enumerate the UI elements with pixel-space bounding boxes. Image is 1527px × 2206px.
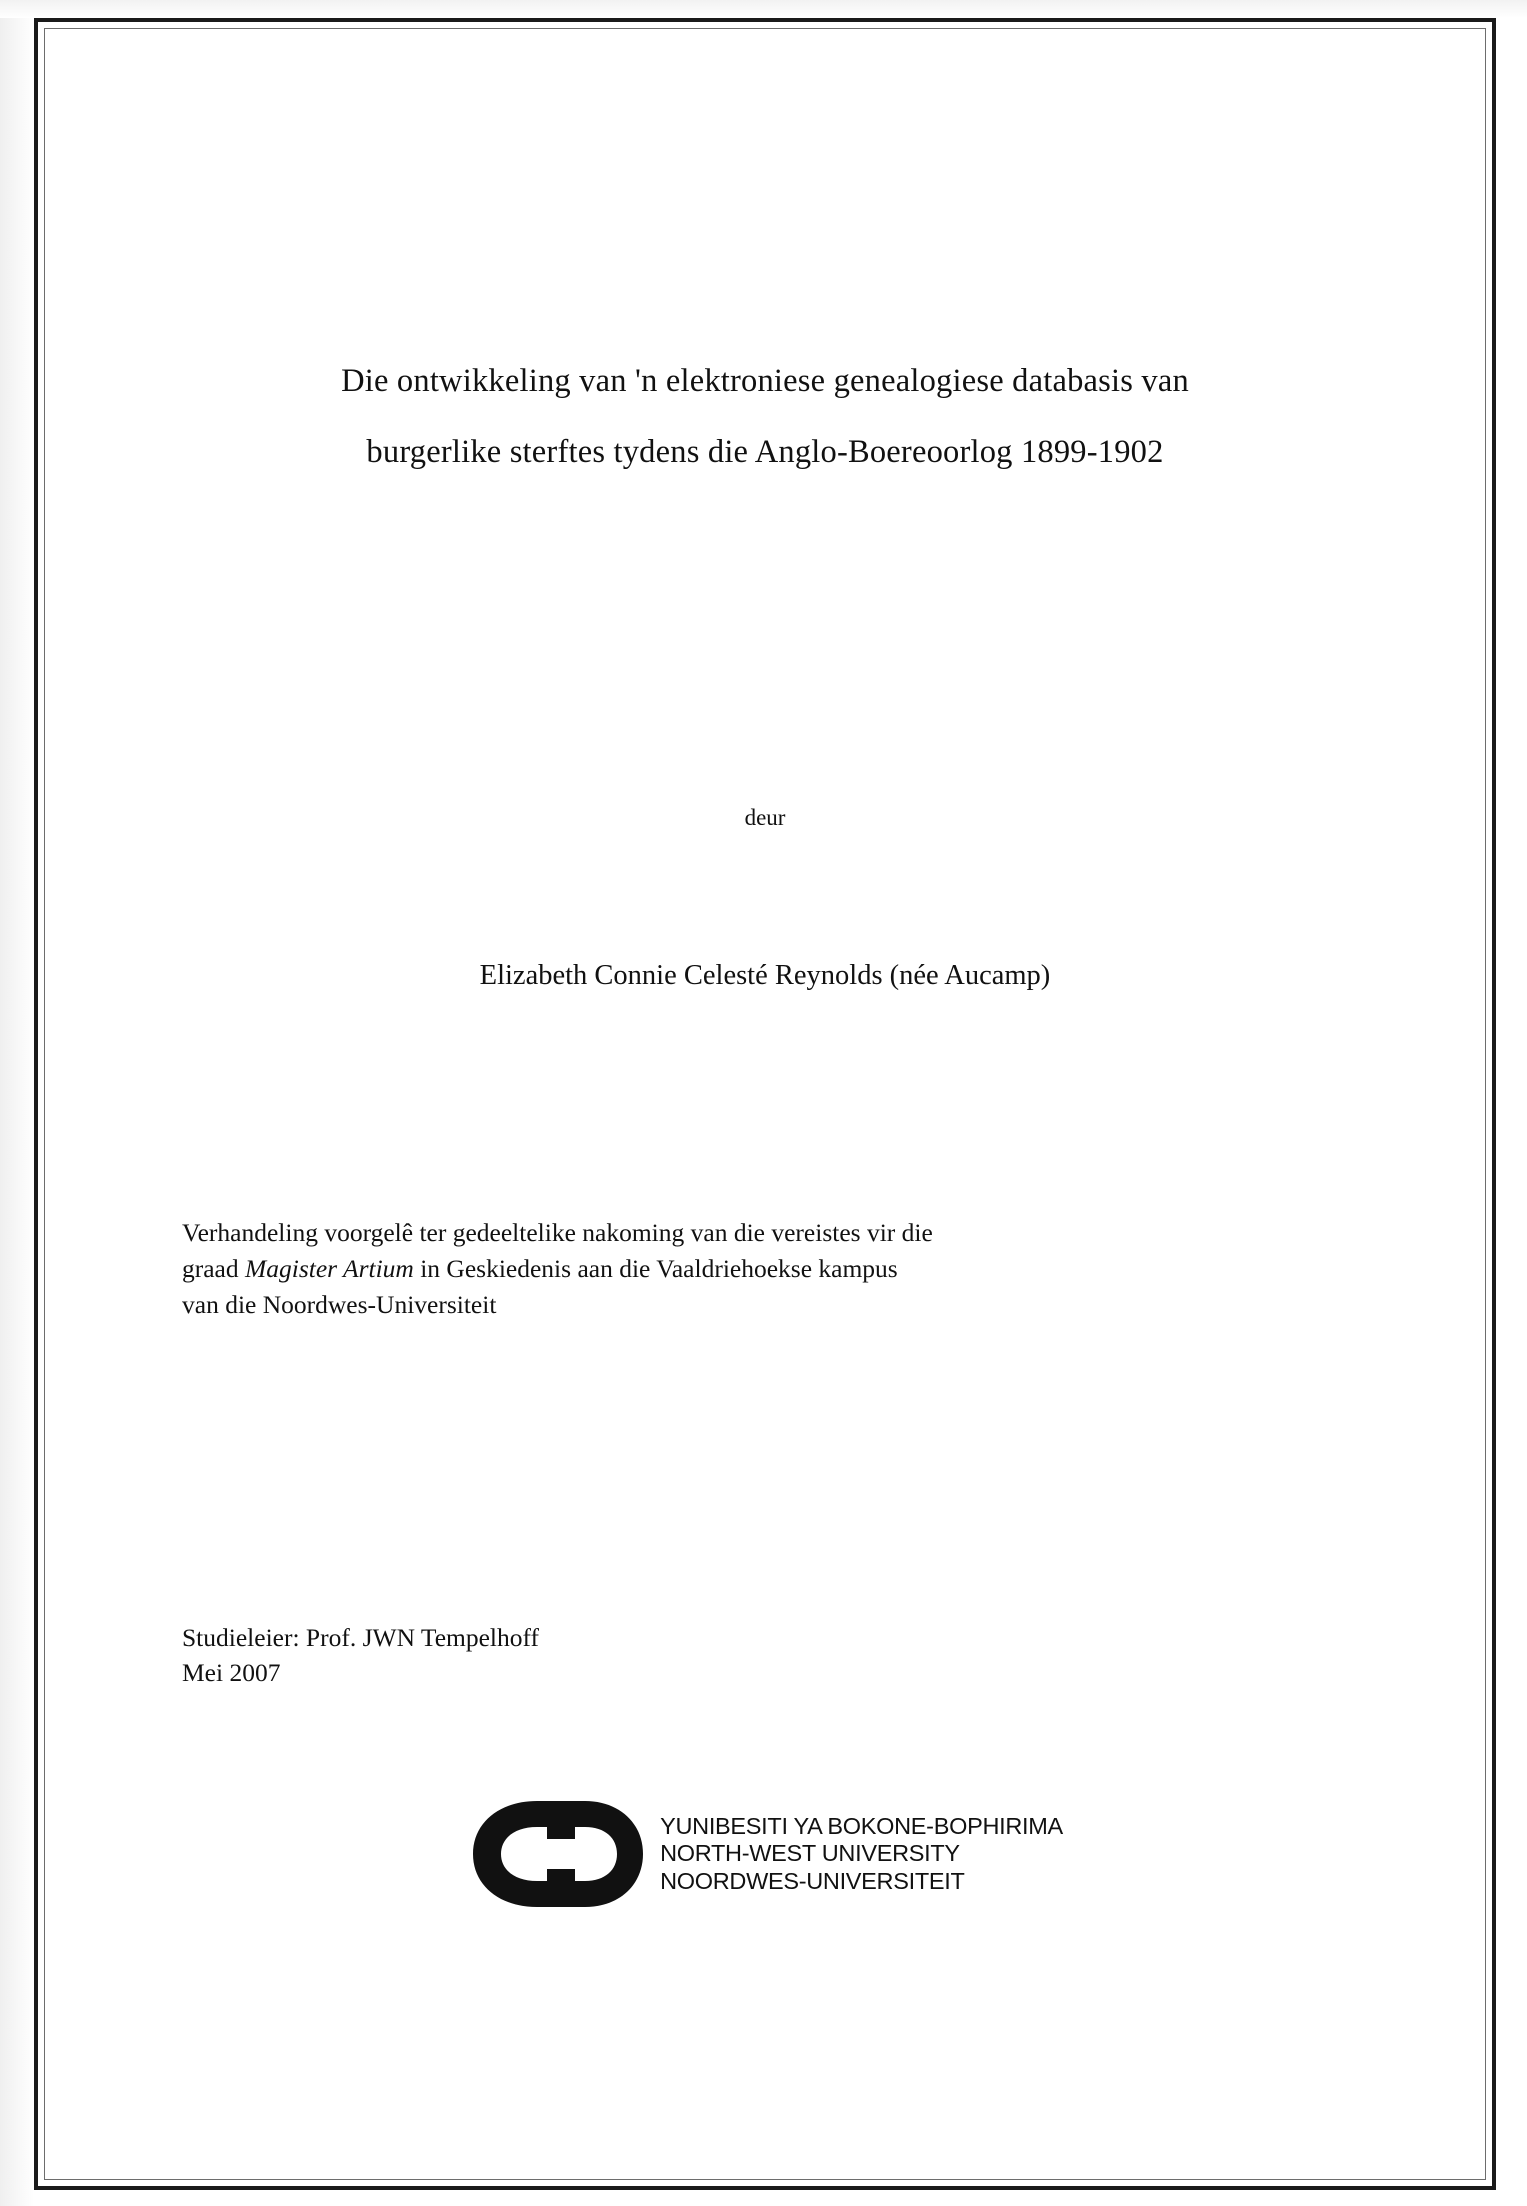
nwu-logo-icon <box>467 1795 652 1913</box>
by-label: deur <box>744 805 786 830</box>
submission-line-3: van die Noordwes-Universiteit <box>182 1290 497 1320</box>
submission-date: Mei 2007 <box>182 1658 281 1688</box>
submission-line-2-prefix: graad <box>182 1254 246 1284</box>
submission-statement <box>182 1215 1334 1324</box>
page-title <box>180 365 1350 468</box>
logo-line-1: YUNIBESITI YA BOKONE-BOPHIRIMA <box>660 1813 1063 1840</box>
submission-line-1: Verhandeling voorgelê ter gedeeltelike nakoming van die vereistes vir die <box>182 1218 933 1247</box>
degree-name: Magister Artium <box>245 1254 414 1284</box>
university-logo <box>180 1795 1350 1913</box>
submission-line-2-suffix: in Geskiedenis aan die Vaaldriehoekse kampus <box>413 1254 898 1284</box>
submission-line-2 <box>182 1251 1334 1287</box>
logo-line-2: NORTH-WEST UNIVERSITY <box>660 1840 960 1867</box>
logo-wordmark <box>660 1813 1063 1895</box>
logo-line-3: NOORDWES-UNIVERSITEIT <box>660 1867 965 1894</box>
title-page-content <box>180 0 1350 2206</box>
scan-edge-shadow-left <box>0 0 34 2206</box>
title-line-1: Die ontwikkeling van 'n elektroniese genealogiese databasis van <box>341 363 1189 399</box>
supervisor-name: Studieleier: Prof. JWN Tempelhoff <box>182 1623 540 1652</box>
title-line-2: burgerlike sterftes tydens die Anglo-Boereoorlog 1899-1902 <box>366 433 1164 470</box>
author-name: Elizabeth Connie Celesté Reynolds (née Aucamp) <box>479 960 1051 991</box>
supervisor-block <box>182 1620 1082 1690</box>
